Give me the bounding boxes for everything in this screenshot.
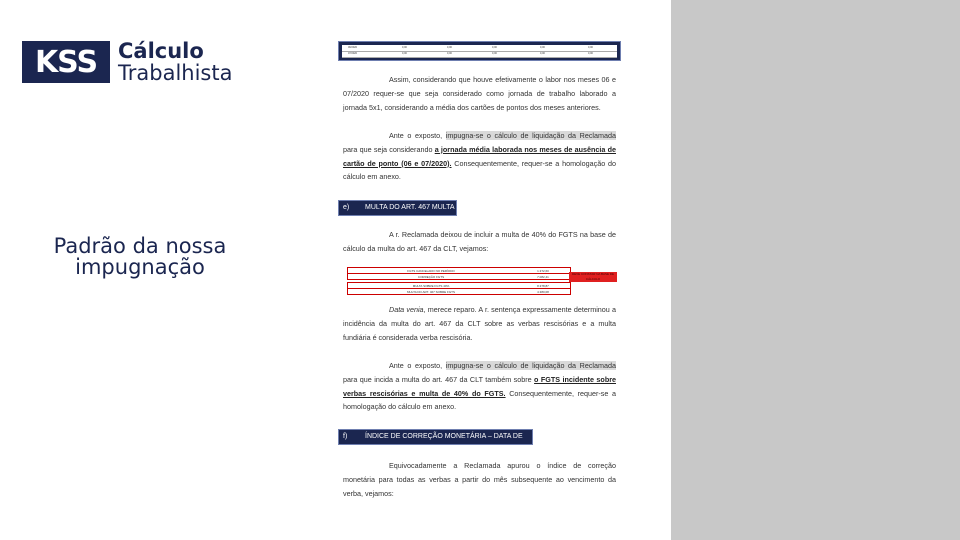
right-panel (671, 0, 960, 540)
table-cell: 0,00 (447, 52, 452, 55)
calc-value: 7.082,41 (537, 274, 549, 279)
slide-headline (20, 236, 260, 278)
table-cell: 0,00 (402, 46, 407, 49)
table-cell: 0,00 (492, 46, 497, 49)
headline-line-1: Padrão da nossa (53, 234, 227, 258)
paragraph-2-underline: a jornada média laborada nos meses de ausência de cartão de ponto (06 e 07/2020). (343, 144, 616, 168)
section-e-title: MULTA DO ART. 467 MULTA DE 40% DO FGTS (339, 204, 455, 225)
calc-value: 4.380,08 (537, 289, 549, 294)
paragraph-5-mid: para que incida a multa do art. 467 da CLT também sobre (343, 374, 535, 384)
paragraph-5-pre: Ante o exposto, (389, 361, 446, 370)
logo-mark: KSS (22, 41, 110, 83)
left-panel (0, 0, 289, 540)
calc-red-note: DEVE CONSTAR NA BASE DE CÁLCULO (569, 272, 617, 282)
paragraph-5-post: Consequentemente, requer-se a homologação do cálculo em anexo. (343, 388, 616, 412)
paragraph-2-post: Consequentemente, requer-se a homologação do cálculo em anexo. (343, 158, 616, 182)
paragraph-3-text: A r. Reclamada deixou de incluir a multa de 40% do FGTS na base de cálculo da multa do art. 467 da CLT, vejamos: (343, 230, 616, 253)
paragraph-5-highlight: impugna-se o cálculo de liquidação da Reclamada (445, 361, 617, 370)
section-e-letter: e) (343, 204, 350, 211)
table-cell: 0,00 (540, 46, 545, 49)
table-cell: 0,00 (540, 52, 545, 55)
table-row (342, 51, 617, 58)
paragraph-2-highlight: impugna-se o cálculo de liquidação da Reclamada (445, 131, 617, 140)
table-cell: 0,00 (588, 46, 593, 49)
paragraph-3 (343, 228, 616, 256)
summary-table-body (342, 45, 617, 57)
summary-table (339, 42, 620, 60)
section-f-title: ÍNDICE DE CORREÇÃO MONETÁRIA – DATA DE INÍCIO (339, 433, 523, 454)
paragraph-5 (343, 359, 616, 414)
paragraph-2-mid: para que seja considerando (343, 144, 435, 154)
calc-label: CORREÇÃO FGTS (417, 274, 445, 279)
calc-value: 1.372,60 (537, 268, 549, 273)
calc-value: 8.378,87 (537, 283, 549, 288)
table-row (347, 273, 571, 280)
section-heading-e (339, 201, 456, 225)
paragraph-2 (343, 129, 616, 184)
paragraph-4 (343, 303, 616, 344)
fgts-calc-table (347, 267, 615, 297)
section-f-letter: f) (343, 433, 348, 440)
table-cell: 07/2020 (348, 52, 358, 55)
table-cell: 0,00 (588, 52, 593, 55)
paragraph-6-text: Equivocadamente a Reclamada apurou o índice de correção monetária para todas as verbas a partir do mês subsequente ao vencimento da verba, vejamos: (343, 461, 616, 498)
document-page (289, 0, 671, 540)
paragraph-4-text: , merece reparo. A r. sentença expressamente determinou a incidência da multa do art. 467 da CLT sobre as verbas rescisórias e a multa fundiária é considerada verba rescisória. (343, 305, 616, 342)
logo-wordmark (118, 40, 232, 84)
table-cell: 06/2020 (348, 46, 358, 49)
section-heading-f (339, 430, 532, 454)
paragraph-2-pre: Ante o exposto, (389, 131, 446, 140)
table-cell: 0,00 (492, 52, 497, 55)
paragraph-1 (343, 73, 616, 114)
logo-line-2: Trabalhista (118, 61, 233, 85)
calc-label: MULTA DO ART. 467 SOBRE FGTS (406, 289, 455, 294)
logo-line-1: Cálculo (118, 39, 204, 63)
paragraph-6 (343, 459, 616, 500)
calc-label: MULTA SOBRE FGTS 40% (412, 283, 450, 288)
table-cell: 0,00 (447, 46, 452, 49)
headline-line-2: impugnação (75, 255, 205, 279)
brand-logo (22, 40, 232, 84)
paragraph-1-text: Assim, considerando que houve efetivamente o labor nos meses 06 e 07/2020 requer-se que seja considerado como jornada de trabalho laborado a jornada 5x1, considerando a média dos cartões de pontos dos meses anteriores. (343, 75, 616, 112)
table-row (347, 288, 571, 295)
calc-label: FGTS CANCELADO NO PERÍODO (407, 268, 455, 273)
paragraph-5-underline: o FGTS incidente sobre verbas rescisórias e multa de 40% do FGTS. (343, 374, 616, 398)
paragraph-4-italic: Data venia (389, 305, 424, 314)
table-cell: 0,00 (402, 52, 407, 55)
